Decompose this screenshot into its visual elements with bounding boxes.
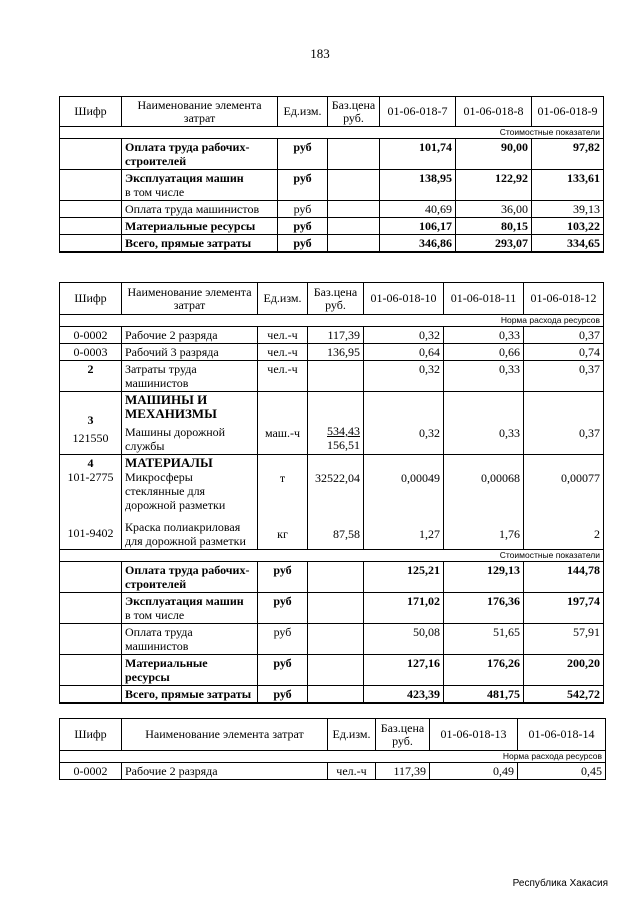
table-row: Всего, прямые затраты руб 423,39 481,75 542,72 xyxy=(60,686,604,704)
page-number: 183 xyxy=(310,46,330,61)
header-name: Наименование элемента затрат xyxy=(122,719,328,751)
table-row: Оплата труда машинистов руб 50,08 51,65 57,91 xyxy=(60,624,604,655)
header-col: 01-06-018-11 xyxy=(444,283,524,315)
header-unit: Ед.изм. xyxy=(278,97,328,127)
table-row: 0-0002 Рабочие 2 разряда чел.-ч 117,39 0,32 0,33 0,37 xyxy=(60,327,604,344)
header-code: Шифр xyxy=(60,719,122,751)
table-row: Материальные ресурсы руб 127,16 176,26 200,20 xyxy=(60,655,604,686)
footer-region: Республика Хакасия xyxy=(512,878,608,889)
header-col: 01-06-018-10 xyxy=(364,283,444,315)
header-price: Баз.цена руб. xyxy=(308,283,364,315)
table-row: 4 101-2775 101-9402 МАТЕРИАЛЫ Микросферы стеклянные для дорожной разметки Краска полиакриловая для дорожной разметки т кг 32522,04 87,58 0,00049 1,27 0,00068 1,76 0,00077 2 xyxy=(60,455,604,550)
header-price: Баз.цена руб. xyxy=(328,97,380,127)
header-name: Наименование элемента затрат xyxy=(122,97,278,127)
table-row: Материальные ресурсы руб 106,17 80,15 103,22 xyxy=(60,218,604,235)
header-col: 01-06-018-7 xyxy=(380,97,456,127)
section-label: Норма расхода ресурсов xyxy=(60,751,606,763)
table-row: 2 Затраты труда машинистов чел.-ч 0,32 0,33 0,37 xyxy=(60,361,604,392)
table-row: Всего, прямые затраты руб 346,86 293,07 334,65 xyxy=(60,235,604,253)
header-col: 01-06-018-14 xyxy=(518,719,606,751)
table-row: Оплата труда рабочих-строителей руб 101,74 90,00 97,82 xyxy=(60,139,604,170)
header-code: Шифр xyxy=(60,97,122,127)
header-name: Наименование элемента затрат xyxy=(122,283,258,315)
cost-table-1 xyxy=(59,96,604,253)
table-row: 0-0002 Рабочие 2 разряда чел.-ч 117,39 0,49 0,45 xyxy=(60,763,606,780)
resource-table-2 xyxy=(59,282,604,704)
table-row: Эксплуатация машин в том числе руб 138,95 122,92 133,61 xyxy=(60,170,604,201)
header-code: Шифр xyxy=(60,283,122,315)
header-col: 01-06-018-9 xyxy=(532,97,604,127)
header-price: Баз.цена руб. xyxy=(376,719,430,751)
table-row: Оплата труда машинистов руб 40,69 36,00 39,13 xyxy=(60,201,604,218)
header-col: 01-06-018-13 xyxy=(430,719,518,751)
section-label: Стоимостные показатели xyxy=(60,127,604,139)
section-label: Стоимостные показатели xyxy=(60,550,604,562)
table-row: 0-0003 Рабочий 3 разряда чел.-ч 136,95 0,64 0,66 0,74 xyxy=(60,344,604,361)
table-row: Эксплуатация машин в том числе руб 171,02 176,36 197,74 xyxy=(60,593,604,624)
header-col: 01-06-018-12 xyxy=(524,283,604,315)
table-row: Оплата труда рабочих-строителей руб 125,21 129,13 144,78 xyxy=(60,562,604,593)
section-label: Норма расхода ресурсов xyxy=(60,315,604,327)
header-unit: Ед.изм. xyxy=(258,283,308,315)
resource-table-3 xyxy=(59,718,606,780)
table-row: 3 121550 МАШИНЫ И МЕХАНИЗМЫ Машины дорожной службы маш.-ч 534,43 156,51 0,32 0,33 0,37 xyxy=(60,392,604,455)
header-col: 01-06-018-8 xyxy=(456,97,532,127)
header-unit: Ед.изм. xyxy=(328,719,376,751)
